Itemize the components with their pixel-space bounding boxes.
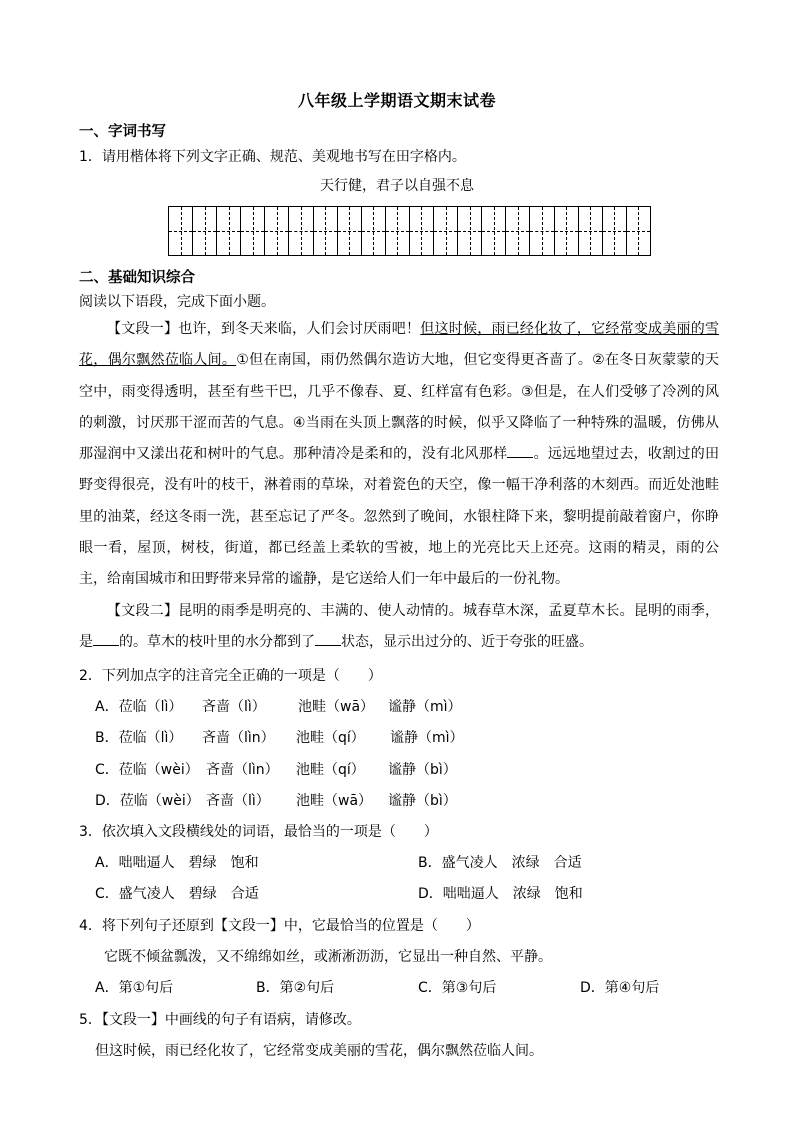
q2-option-c-1[interactable]: C．莅临（wèi）	[95, 762, 199, 778]
grid-cell[interactable]	[458, 207, 482, 255]
q4-option-c[interactable]: C．第③句后	[418, 980, 497, 996]
q2-option-d-4: 谧静（bì）	[388, 793, 457, 809]
q2-option-b-3: 池畦（qí）	[296, 730, 365, 746]
section-heading-2: 二、基础知识综合	[79, 270, 195, 286]
q2-option-a-1[interactable]: A．莅临（lì）	[95, 699, 183, 715]
answer-blank	[507, 443, 533, 458]
passage-2-text-a: 昆明的雨季是明亮的、丰满的、使人动情的。城春草木深，孟夏草木长。昆明的雨季，是	[79, 603, 720, 651]
question-2: 2．下列加点字的注音完全正确的一项是（ ）	[79, 668, 382, 684]
q2-option-b-1[interactable]: B．莅临（lì）	[95, 730, 183, 746]
q2-option-a-2: 吝啬（lì）	[202, 699, 266, 715]
q2-option-b-4: 谧静（mì）	[390, 730, 464, 746]
passage-2-label: 【文段二】	[107, 603, 179, 619]
q2-option-c-4: 谧静（bì）	[388, 762, 457, 778]
grid-cell[interactable]	[579, 207, 603, 255]
q2-option-b-2: 吝啬（lìn）	[202, 730, 275, 746]
answer-blank	[315, 631, 341, 646]
grid-cell[interactable]	[169, 207, 193, 255]
grid-cell[interactable]	[506, 207, 530, 255]
motto-text: 天行健，君子以自强不息	[320, 178, 474, 194]
q4-option-b[interactable]: B．第②句后	[256, 980, 335, 996]
passage-1	[79, 314, 719, 596]
question-5: 5．【文段一】中画线的句子有语病，请修改。	[79, 1012, 361, 1028]
page-title: 八年级上学期语文期末试卷	[297, 91, 496, 110]
grid-cell[interactable]	[627, 207, 650, 255]
grid-cell[interactable]	[603, 207, 627, 255]
grid-cell[interactable]	[265, 207, 289, 255]
section-heading-1: 一、字词书写	[79, 124, 166, 140]
q5-sentence: 但这时候，雨已经化妆了，它经常变成美丽的雪花，偶尔飘然莅临人间。	[95, 1043, 543, 1059]
grid-cell[interactable]	[386, 207, 410, 255]
q2-option-c-2: 吝啬（lìn）	[206, 762, 279, 778]
grid-cell[interactable]	[434, 207, 458, 255]
grid-cell[interactable]	[410, 207, 434, 255]
q3-option-b[interactable]: B．盛气凌人 浓绿 合适	[418, 855, 582, 871]
grid-cell[interactable]	[289, 207, 313, 255]
underlined-sentence: 但这时候，雨已经化妆了，它经常变成美丽的雪花，偶尔飘然莅临人间。	[79, 321, 720, 369]
grid-cell[interactable]	[555, 207, 579, 255]
q4-option-d[interactable]: D．第④句后	[580, 980, 660, 996]
passage-2	[79, 596, 719, 659]
grid-cell[interactable]	[193, 207, 217, 255]
passage-1-label: 【文段一】	[107, 321, 179, 337]
q3-option-d[interactable]: D．咄咄逼人 浓绿 饱和	[418, 886, 583, 902]
question-3: 3．依次填入文段横线处的词语，最恰当的一项是（ ）	[79, 824, 438, 840]
passage-1-text-b: ①但在南国，雨仍然偶尔造访大地，但它变得更吝啬了。②在冬日灰蒙蒙的天空中，雨变得透明，甚至有些干巴，几乎不像春、夏、红样富有色彩。③但是，在人们受够了冷冽的风的刺激，讨厌那干涩而苦的气息。④当雨在头顶上飘落的时候，似乎又降临了一种特殊的温暖，仿佛从那湿润中又漾出花和树叶的气息。那种清冷是柔和的，没有北风那样	[79, 352, 720, 463]
passage-1-text-c: 。远远地望过去，收割过的田野变得很亮，没有叶的枝干，淋着雨的草垛，对着瓷色的天空，像一幅干净利落的木刻西。而近处池畦里的油菜，经这冬雨一洗，甚至忘记了严冬。忽然到了晚间，水银柱降下来，黎明提前敲着窗户，你睁眼一看，屋顶，树枝，街道，都已经盖上柔软的雪被，地上的光亮比天上还亮。这雨的精灵，雨的公主，给南国城市和田野带来异常的谧静，是它送给人们一年中最后的一份礼物。	[79, 446, 720, 588]
q2-option-d-3: 池畦（wā）	[296, 793, 373, 809]
reading-intro: 阅读以下语段，完成下面小题。	[79, 294, 275, 310]
q2-option-d-1[interactable]: D．莅临（wèi）	[95, 793, 200, 809]
grid-cell[interactable]	[338, 207, 362, 255]
q3-option-c[interactable]: C．盛气凌人 碧绿 合适	[95, 886, 259, 902]
passage-2-text-c: 状态，显示出过分的、近于夸张的旺盛。	[341, 634, 593, 651]
q4-option-a[interactable]: A．第①句后	[95, 980, 174, 996]
q2-option-d-2: 吝啬（lì）	[206, 793, 270, 809]
tianzige-grid[interactable]	[168, 206, 651, 256]
passage-2-text-b: 的。草木的枝叶里的水分都到了	[119, 634, 315, 651]
q4-sentence: 它既不倾盆瓢泼，又不绵绵如丝，或淅淅沥沥，它显出一种自然、平静。	[104, 949, 552, 965]
q2-option-a-3: 池畦（wā）	[298, 699, 375, 715]
grid-cell[interactable]	[314, 207, 338, 255]
question-1: 1．请用楷体将下列文字正确、规范、美观地书写在田字格内。	[79, 149, 466, 165]
passage-1-text-a: 也许，到冬天来临，人们会讨厌雨吧！	[178, 321, 421, 337]
q3-option-a[interactable]: A．咄咄逼人 碧绿 饱和	[95, 855, 259, 871]
answer-blank	[93, 631, 119, 646]
q2-option-c-3: 池畦（qí）	[296, 762, 365, 778]
grid-cell[interactable]	[530, 207, 554, 255]
q2-option-a-4: 谧静（mì）	[388, 699, 462, 715]
grid-cell[interactable]	[362, 207, 386, 255]
grid-cell[interactable]	[482, 207, 506, 255]
grid-cell[interactable]	[217, 207, 241, 255]
grid-cell[interactable]	[241, 207, 265, 255]
question-4: 4．将下列句子还原到【文段一】中，它最恰当的位置是（ ）	[79, 918, 480, 934]
